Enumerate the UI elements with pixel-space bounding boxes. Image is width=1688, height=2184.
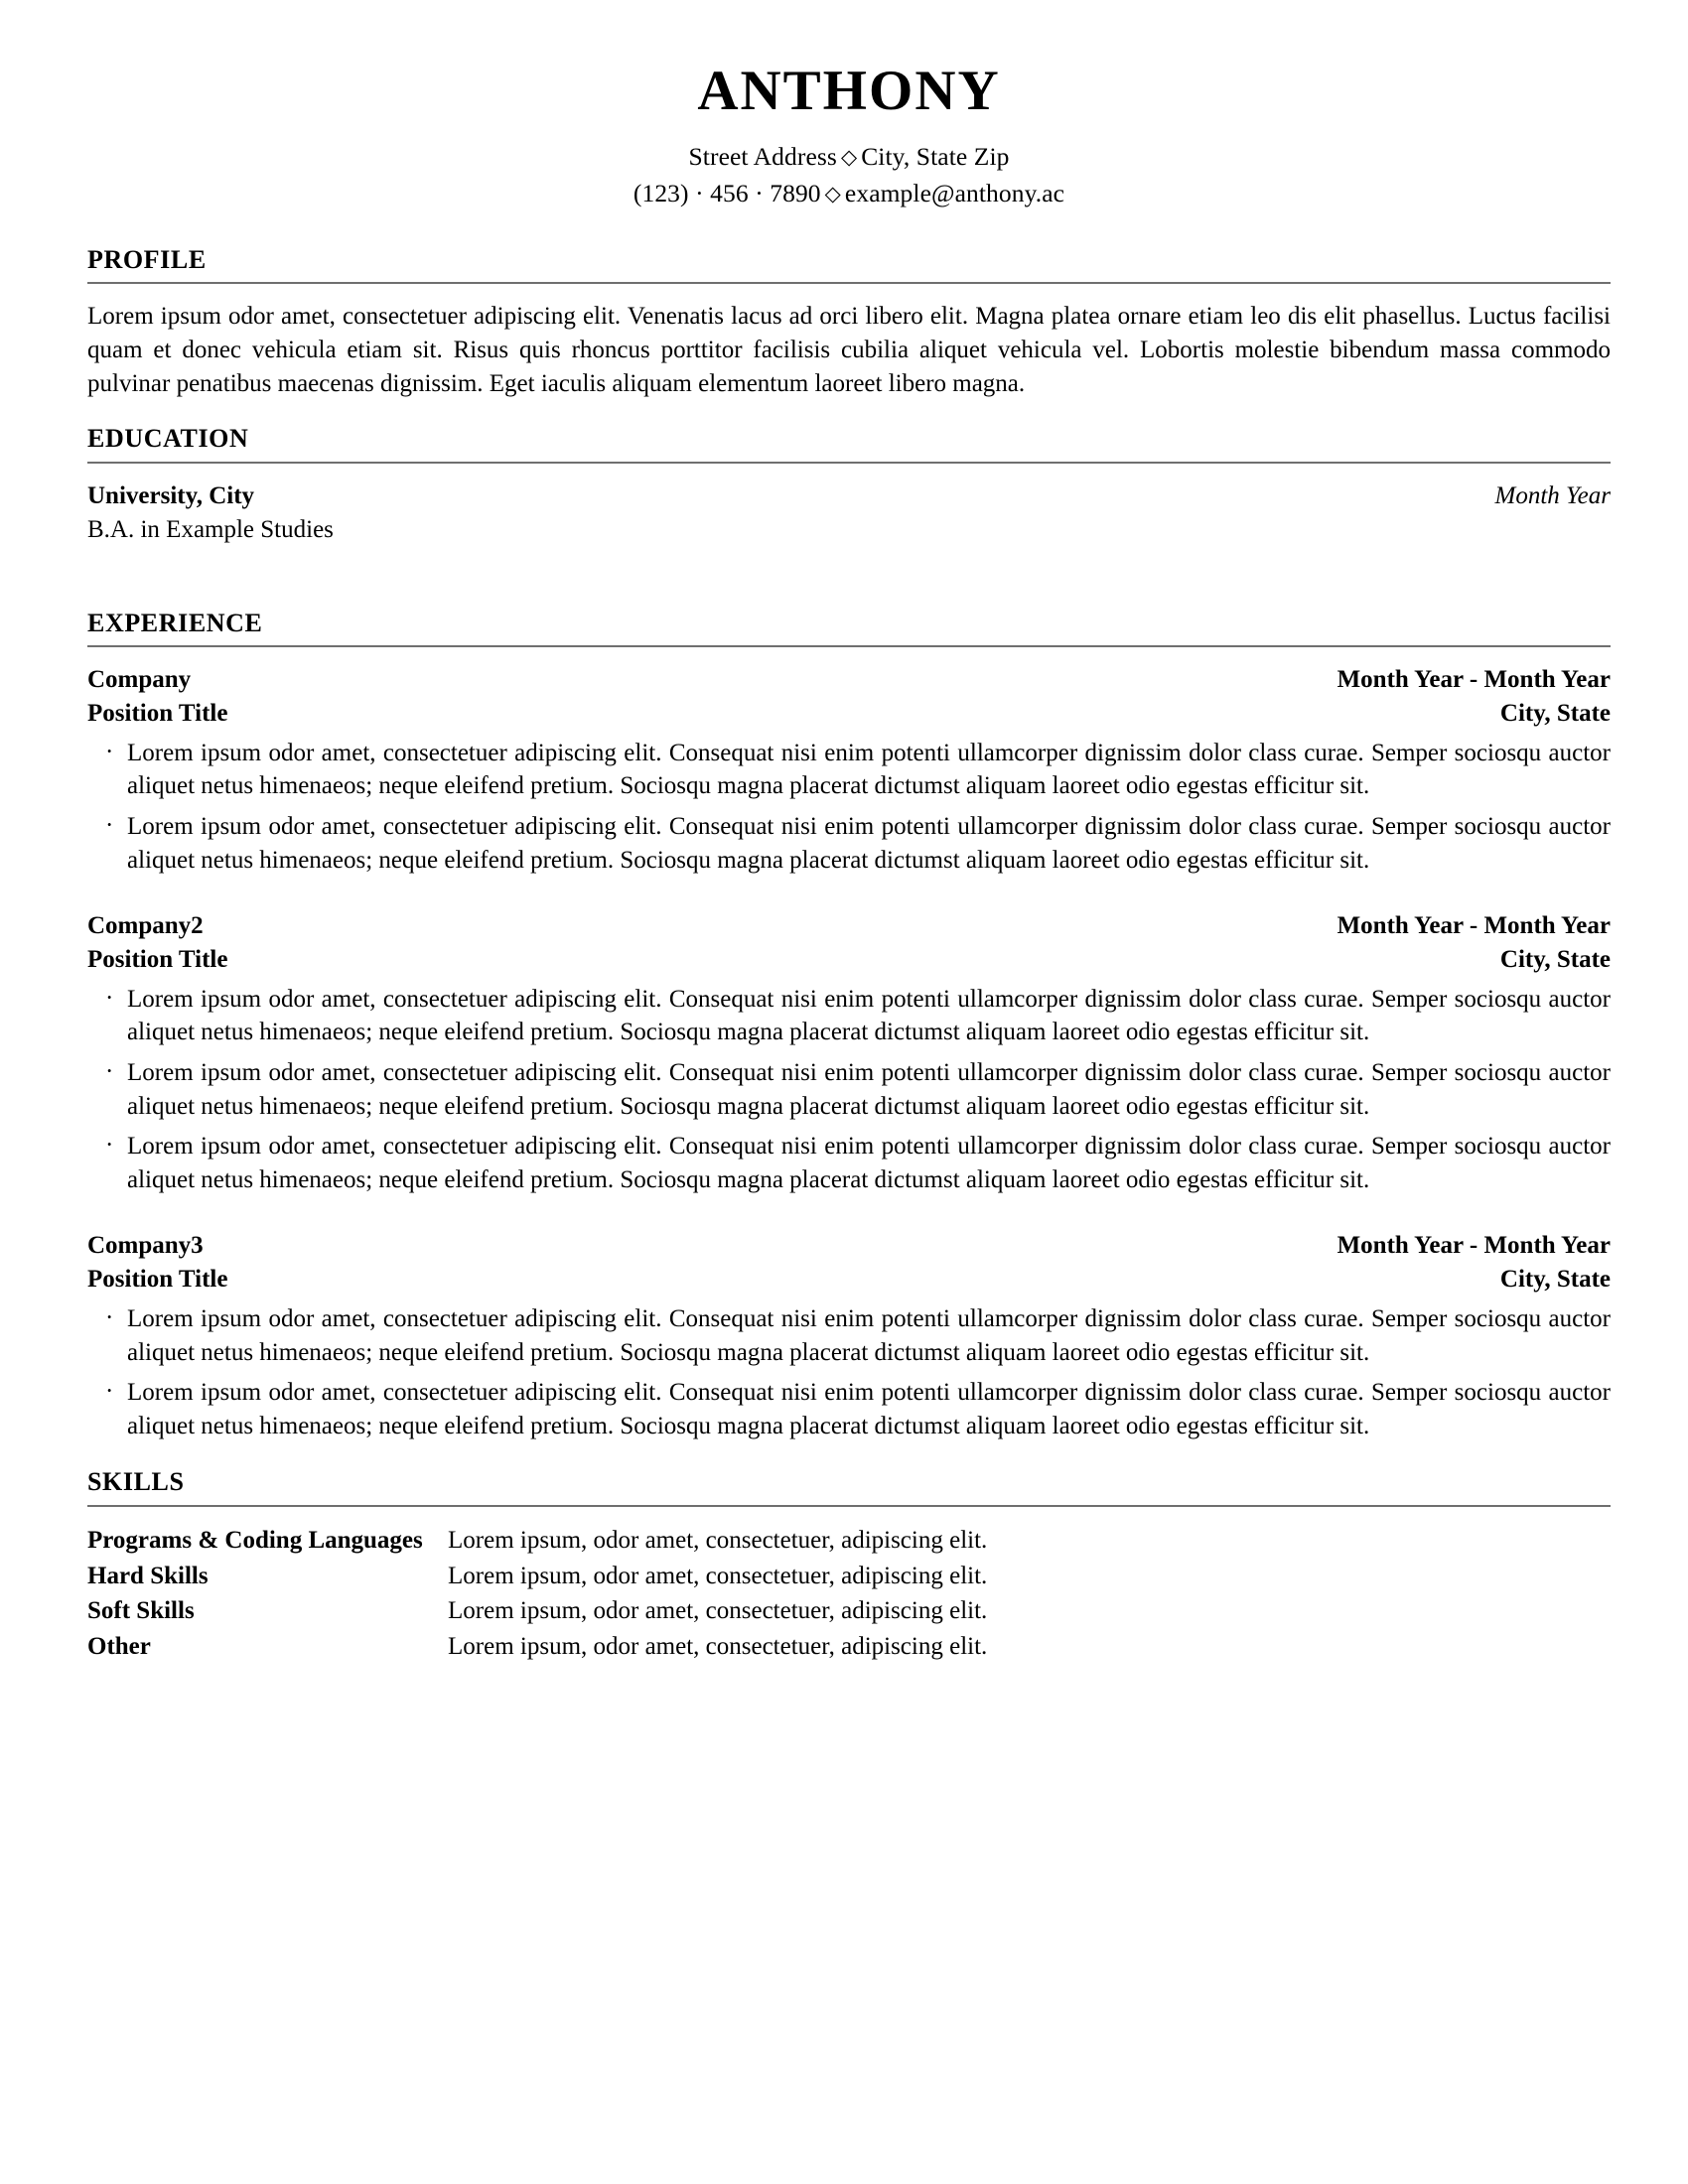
experience-bullet: · Lorem ipsum odor amet, consectetuer adipiscing elit. Consequat nisi enim potenti ullamcorper dignissim dolor class curae. Semper sociosqu auctor aliquet netus himenaeos; neque eleifend pretium. Sociosqu magna placerat dictumst aliquam laoreet odio egestas efficitur sit. [87,1056,1611,1123]
experience-dates: Month Year - Month Year [1336,912,1611,940]
experience-entry-subheader [87,697,1611,731]
city-state-zip-text: City, State Zip [861,142,1010,172]
experience-bullet: · Lorem ipsum odor amet, consectetuer adipiscing elit. Consequat nisi enim potenti ullamcorper dignissim dolor class curae. Semper sociosqu auctor aliquet netus himenaeos; neque eleifend pretium. Sociosqu magna placerat dictumst aliquam laoreet odio egestas efficitur sit. [87,1130,1611,1196]
phone-number-text: (123) · 456 · 7890 [633,178,821,207]
section-divider [87,462,1611,464]
section-heading-profile: PROFILE [87,244,207,274]
section-heading-skills: SKILLS [87,1467,185,1497]
skills-value: Lorem ipsum, odor amet, consectetuer, adipiscing elit. [448,1632,988,1660]
experience-bullet-list [87,1302,1611,1443]
experience-entry-subheader [87,1263,1611,1297]
experience-dates: Month Year - Month Year [1336,1232,1611,1260]
experience-entry [87,909,1611,1196]
spacer [87,1449,1611,1467]
education-degree: B.A. in Example Studies [87,515,334,543]
experience-entry-subheader [87,943,1611,977]
experience-position: Position Title [87,945,228,973]
section-divider [87,645,1611,647]
section-experience [87,609,1611,1443]
table-row [87,1629,1611,1665]
section-divider [87,282,1611,284]
section-heading-experience: EXPERIENCE [87,608,263,637]
street-address-text: Street Address [688,142,837,172]
section-heading-education: EDUCATION [87,424,249,454]
skills-category: Soft Skills [87,1597,195,1625]
education-institution: University, City [87,482,255,510]
experience-dates: Month Year - Month Year [1336,666,1611,694]
experience-bullet: · Lorem ipsum odor amet, consectetuer adipiscing elit. Consequat nisi enim potenti ullamcorper dignissim dolor class curae. Semper sociosqu auctor aliquet netus himenaeos; neque eleifend pretium. Sociosqu magna placerat dictumst aliquam laoreet odio egestas efficitur sit. [87,1302,1611,1369]
education-entry-header [87,479,1611,513]
spacer [87,1203,1611,1229]
table-row [87,1593,1611,1629]
skills-category: Hard Skills [87,1562,209,1589]
spacer [87,884,1611,909]
experience-entry [87,1229,1611,1442]
contact-line [87,176,1611,211]
education-date: Month Year [1494,482,1611,510]
experience-entry-header [87,1229,1611,1263]
skills-value: Lorem ipsum, odor amet, consectetuer, adipiscing elit. [448,1527,988,1555]
section-skills [87,1467,1611,1664]
experience-bullet: · Lorem ipsum odor amet, consectetuer adipiscing elit. Consequat nisi enim potenti ullamcorper dignissim dolor class curae. Semper sociosqu auctor aliquet netus himenaeos; neque eleifend pretium. Sociosqu magna placerat dictumst aliquam laoreet odio egestas efficitur sit. [87,737,1611,803]
experience-location: City, State [1499,945,1611,973]
candidate-name: ANTHONY [697,60,1001,122]
experience-location: City, State [1499,699,1611,727]
spacer [87,553,1611,609]
experience-entry-header [87,909,1611,943]
skills-category: Other [87,1632,151,1660]
profile-text: Lorem ipsum odor amet, consectetuer adipiscing elit. Venenatis lacus ad orci libero elit. Magna platea ornare etiam leo dis elit phasellus. Luctus facilisi quam et donec vehicula etiam sit. Risus quis rhoncus porttitor facilisis cubilia aliquet vehicula vel. Lobortis molestie bibendum massa commodo pulvinar penatibus maecenas dignissim. Eget iaculis aliquam elementum laoreet libero magna. [87,303,1611,397]
spacer [87,406,1611,424]
section-education [87,424,1611,546]
experience-bullet: · Lorem ipsum odor amet, consectetuer adipiscing elit. Consequat nisi enim potenti ullamcorper dignissim dolor class curae. Semper sociosqu auctor aliquet netus himenaeos; neque eleifend pretium. Sociosqu magna placerat dictumst aliquam laoreet odio egestas efficitur sit. [87,810,1611,877]
experience-entry [87,663,1611,877]
section-profile [87,245,1611,401]
education-entry [87,479,1611,547]
experience-position: Position Title [87,699,228,727]
experience-entry-header [87,663,1611,697]
resume-header [87,62,1611,211]
table-row [87,1523,1611,1559]
experience-company: Company2 [87,912,204,940]
experience-bullet-list [87,983,1611,1197]
table-row [87,1559,1611,1594]
diamond-separator-icon: ◇ [840,145,858,170]
experience-company: Company [87,666,192,694]
skills-category: Programs & Coding Languages [87,1527,423,1555]
experience-location: City, State [1499,1266,1611,1294]
experience-company: Company3 [87,1232,204,1260]
experience-bullet: · Lorem ipsum odor amet, consectetuer adipiscing elit. Consequat nisi enim potenti ullamcorper dignissim dolor class curae. Semper sociosqu auctor aliquet netus himenaeos; neque eleifend pretium. Sociosqu magna placerat dictumst aliquam laoreet odio egestas efficitur sit. [87,983,1611,1049]
experience-position: Position Title [87,1266,228,1294]
skills-value: Lorem ipsum, odor amet, consectetuer, adipiscing elit. [448,1562,988,1589]
email-text[interactable]: example@anthony.ac [844,178,1065,207]
experience-bullet-list [87,737,1611,878]
experience-bullet: · Lorem ipsum odor amet, consectetuer adipiscing elit. Consequat nisi enim potenti ullamcorper dignissim dolor class curae. Semper sociosqu auctor aliquet netus himenaeos; neque eleifend pretium. Sociosqu magna placerat dictumst aliquam laoreet odio egestas efficitur sit. [87,1376,1611,1442]
diamond-separator-icon: ◇ [824,181,841,205]
skills-value: Lorem ipsum, odor amet, consectetuer, adipiscing elit. [448,1597,988,1625]
skills-table [87,1523,1611,1664]
section-divider [87,1505,1611,1507]
address-line [87,139,1611,175]
